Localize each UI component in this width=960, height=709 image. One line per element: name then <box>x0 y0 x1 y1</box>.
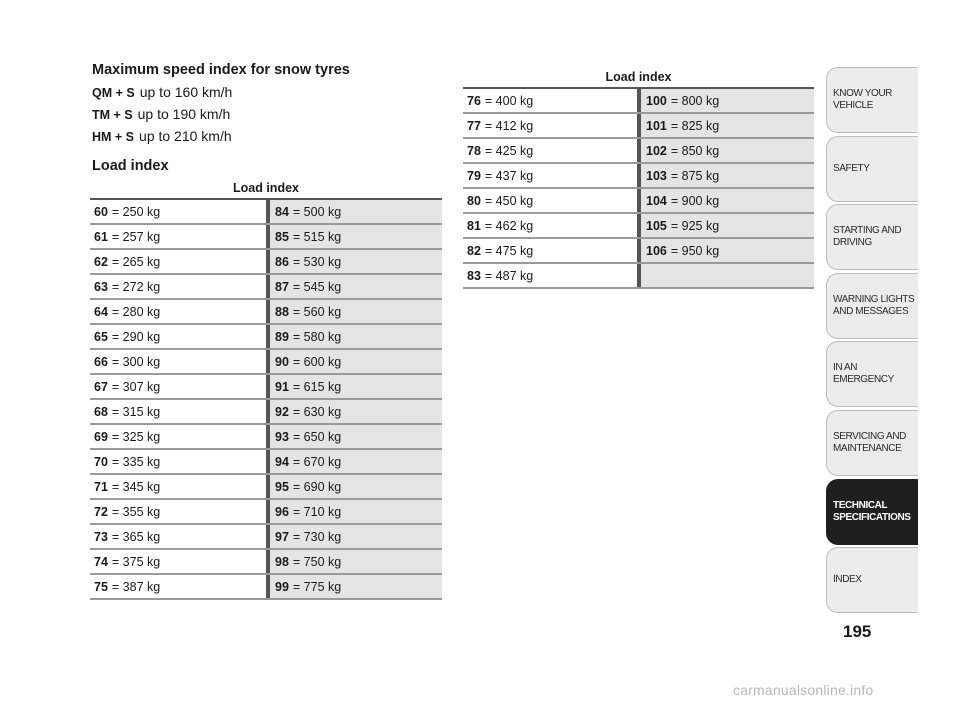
load-index-number: 78 <box>467 143 481 158</box>
load-index-number: 91 <box>275 379 289 394</box>
load-value: = 325 kg <box>111 429 161 444</box>
chapter-tab[interactable]: WARNING LIGHTS AND MESSAGES <box>826 273 918 339</box>
table-row <box>463 214 814 239</box>
load-value: = 290 kg <box>111 329 161 344</box>
chapter-tab[interactable]: KNOW YOUR VEHICLE <box>826 67 918 133</box>
table-row <box>90 425 442 450</box>
chapter-tab[interactable]: SERVICING AND MAINTENANCE <box>826 410 918 476</box>
load-value: = 800 kg <box>670 93 720 108</box>
chapter-tab[interactable]: TECHNICAL SPECIFICATIONS <box>826 479 918 545</box>
speed-index-row: QM + S up to 160 km/h <box>92 84 233 100</box>
load-cell <box>266 225 442 248</box>
load-cell <box>463 89 637 112</box>
chapter-tab[interactable]: INDEX <box>826 547 918 613</box>
load-cell <box>90 425 266 448</box>
load-index-number: 65 <box>94 329 108 344</box>
load-value: = 335 kg <box>111 454 161 469</box>
load-cell <box>90 300 266 323</box>
load-index-number: 86 <box>275 254 289 269</box>
table-row <box>463 114 814 139</box>
load-index-number: 76 <box>467 93 481 108</box>
load-cell <box>266 400 442 423</box>
chapter-nav <box>826 67 918 616</box>
load-cell <box>637 239 814 262</box>
load-index-number: 85 <box>275 229 289 244</box>
load-value: = 850 kg <box>670 143 720 158</box>
load-cell <box>266 500 442 523</box>
load-value: = 250 kg <box>111 204 161 219</box>
load-value: = 500 kg <box>292 204 342 219</box>
load-value: = 365 kg <box>111 529 161 544</box>
load-value: = 307 kg <box>111 379 161 394</box>
watermark: carmanualsonline.info <box>733 682 874 698</box>
load-value: = 265 kg <box>111 254 161 269</box>
speed-index-row: TM + S up to 190 km/h <box>92 106 231 122</box>
load-cell <box>463 114 637 137</box>
table-title: Load index <box>233 181 299 195</box>
table-row <box>90 200 442 225</box>
load-value: = 280 kg <box>111 304 161 319</box>
load-value: = 375 kg <box>111 554 161 569</box>
load-index-number: 103 <box>646 168 667 183</box>
table-row <box>463 189 814 214</box>
table-row <box>90 575 442 600</box>
load-index-number: 71 <box>94 479 108 494</box>
load-index-number: 98 <box>275 554 289 569</box>
load-value: = 580 kg <box>292 329 342 344</box>
load-cell <box>90 525 266 548</box>
load-value: = 690 kg <box>292 479 342 494</box>
load-index-number: 92 <box>275 404 289 419</box>
table-row <box>90 500 442 525</box>
load-cell <box>463 164 637 187</box>
load-index-number: 68 <box>94 404 108 419</box>
load-index-number: 81 <box>467 218 481 233</box>
load-index-number: 69 <box>94 429 108 444</box>
load-cell <box>90 225 266 248</box>
load-value: = 670 kg <box>292 454 342 469</box>
load-cell <box>266 350 442 373</box>
load-cell <box>637 114 814 137</box>
load-cell <box>637 189 814 212</box>
table-row <box>90 225 442 250</box>
load-value: = 412 kg <box>484 118 534 133</box>
load-value: = 475 kg <box>484 243 534 258</box>
load-value: = 425 kg <box>484 143 534 158</box>
load-value: = 530 kg <box>292 254 342 269</box>
load-index-number: 73 <box>94 529 108 544</box>
load-index-number: 106 <box>646 243 667 258</box>
load-value: = 355 kg <box>111 504 161 519</box>
load-value: = 462 kg <box>484 218 534 233</box>
load-index-number: 96 <box>275 504 289 519</box>
table-title: Load index <box>605 70 672 84</box>
load-index-number: 67 <box>94 379 108 394</box>
load-cell <box>90 550 266 573</box>
load-index-number: 99 <box>275 579 289 594</box>
load-value: = 272 kg <box>111 279 161 294</box>
load-index-number: 62 <box>94 254 108 269</box>
load-value: = 400 kg <box>484 93 534 108</box>
load-value: = 750 kg <box>292 554 342 569</box>
load-index-number: 93 <box>275 429 289 444</box>
load-value: = 615 kg <box>292 379 342 394</box>
load-index-heading: Load index <box>92 158 169 174</box>
load-value: = 950 kg <box>670 243 720 258</box>
load-index-number: 97 <box>275 529 289 544</box>
load-value: = 900 kg <box>670 193 720 208</box>
table-row <box>90 300 442 325</box>
load-cell <box>637 264 814 287</box>
load-cell <box>637 164 814 187</box>
table-row <box>463 89 814 114</box>
load-value: = 437 kg <box>484 168 534 183</box>
load-cell <box>90 275 266 298</box>
table-row <box>90 325 442 350</box>
table-row <box>90 350 442 375</box>
load-cell <box>266 550 442 573</box>
load-index-number: 60 <box>94 204 108 219</box>
chapter-tab[interactable]: SAFETY <box>826 136 918 202</box>
load-index-number: 84 <box>275 204 289 219</box>
load-cell <box>463 139 637 162</box>
load-cell <box>463 239 637 262</box>
load-index-table-2 <box>463 67 814 289</box>
table-row <box>90 550 442 575</box>
load-index-number: 88 <box>275 304 289 319</box>
load-value: = 925 kg <box>670 218 720 233</box>
load-value: = 875 kg <box>670 168 720 183</box>
table-row <box>90 475 442 500</box>
load-value: = 487 kg <box>484 268 534 283</box>
load-cell <box>266 450 442 473</box>
load-cell <box>90 350 266 373</box>
page-number: 195 <box>843 622 872 641</box>
load-value: = 775 kg <box>292 579 342 594</box>
load-value: = 560 kg <box>292 304 342 319</box>
load-index-number: 95 <box>275 479 289 494</box>
load-index-number: 72 <box>94 504 108 519</box>
load-index-number: 90 <box>275 354 289 369</box>
load-cell <box>266 300 442 323</box>
load-cell <box>637 214 814 237</box>
chapter-tab[interactable]: STARTING AND DRIVING <box>826 204 918 270</box>
table-body <box>90 198 442 600</box>
table-row <box>90 275 442 300</box>
load-value: = 730 kg <box>292 529 342 544</box>
load-cell <box>266 425 442 448</box>
load-index-number: 74 <box>94 554 108 569</box>
load-index-number: 100 <box>646 93 667 108</box>
load-cell <box>266 575 442 598</box>
load-value: = 825 kg <box>670 118 720 133</box>
load-index-number: 83 <box>467 268 481 283</box>
load-cell <box>266 325 442 348</box>
load-index-number: 82 <box>467 243 481 258</box>
load-cell <box>266 250 442 273</box>
table-row <box>90 400 442 425</box>
speed-index-row: HM + S up to 210 km/h <box>92 128 232 144</box>
load-value: = 545 kg <box>292 279 342 294</box>
load-cell <box>90 250 266 273</box>
table-row <box>463 164 814 189</box>
load-cell <box>463 189 637 212</box>
load-index-number: 79 <box>467 168 481 183</box>
load-cell <box>90 575 266 598</box>
chapter-tab[interactable]: IN AN EMERGENCY <box>826 341 918 407</box>
load-index-number: 63 <box>94 279 108 294</box>
load-index-number: 66 <box>94 354 108 369</box>
load-cell <box>90 325 266 348</box>
load-value: = 345 kg <box>111 479 161 494</box>
load-cell <box>266 375 442 398</box>
load-value: = 300 kg <box>111 354 161 369</box>
table-body <box>463 87 814 289</box>
load-index-number: 89 <box>275 329 289 344</box>
load-index-number: 94 <box>275 454 289 469</box>
speed-index-section <box>92 62 350 148</box>
load-value: = 450 kg <box>484 193 534 208</box>
load-cell <box>266 525 442 548</box>
load-cell <box>266 200 442 223</box>
table-row <box>463 139 814 164</box>
load-cell <box>90 500 266 523</box>
load-cell <box>90 200 266 223</box>
load-value: = 387 kg <box>111 579 161 594</box>
load-index-number: 75 <box>94 579 108 594</box>
load-cell <box>637 89 814 112</box>
load-index-table-1 <box>90 178 442 600</box>
load-value: = 600 kg <box>292 354 342 369</box>
load-value: = 315 kg <box>111 404 161 419</box>
speed-index-title: Maximum speed index for snow tyres <box>92 62 350 78</box>
load-cell <box>463 214 637 237</box>
load-cell <box>90 400 266 423</box>
load-value: = 710 kg <box>292 504 342 519</box>
load-index-number: 104 <box>646 193 667 208</box>
load-index-number: 70 <box>94 454 108 469</box>
table-row <box>90 375 442 400</box>
load-index-number: 80 <box>467 193 481 208</box>
load-cell <box>637 139 814 162</box>
load-value: = 257 kg <box>111 229 161 244</box>
load-cell <box>266 475 442 498</box>
table-row <box>90 250 442 275</box>
load-cell <box>90 450 266 473</box>
table-row <box>463 239 814 264</box>
load-cell <box>90 475 266 498</box>
load-value: = 515 kg <box>292 229 342 244</box>
load-index-number: 101 <box>646 118 667 133</box>
load-value: = 630 kg <box>292 404 342 419</box>
load-value: = 650 kg <box>292 429 342 444</box>
load-index-number: 105 <box>646 218 667 233</box>
load-index-number: 77 <box>467 118 481 133</box>
load-index-number: 102 <box>646 143 667 158</box>
load-cell <box>463 264 637 287</box>
load-index-number: 61 <box>94 229 108 244</box>
load-index-number: 87 <box>275 279 289 294</box>
table-row <box>463 264 814 289</box>
load-cell <box>266 275 442 298</box>
load-index-number: 64 <box>94 304 108 319</box>
table-row <box>90 525 442 550</box>
table-row <box>90 450 442 475</box>
load-cell <box>90 375 266 398</box>
